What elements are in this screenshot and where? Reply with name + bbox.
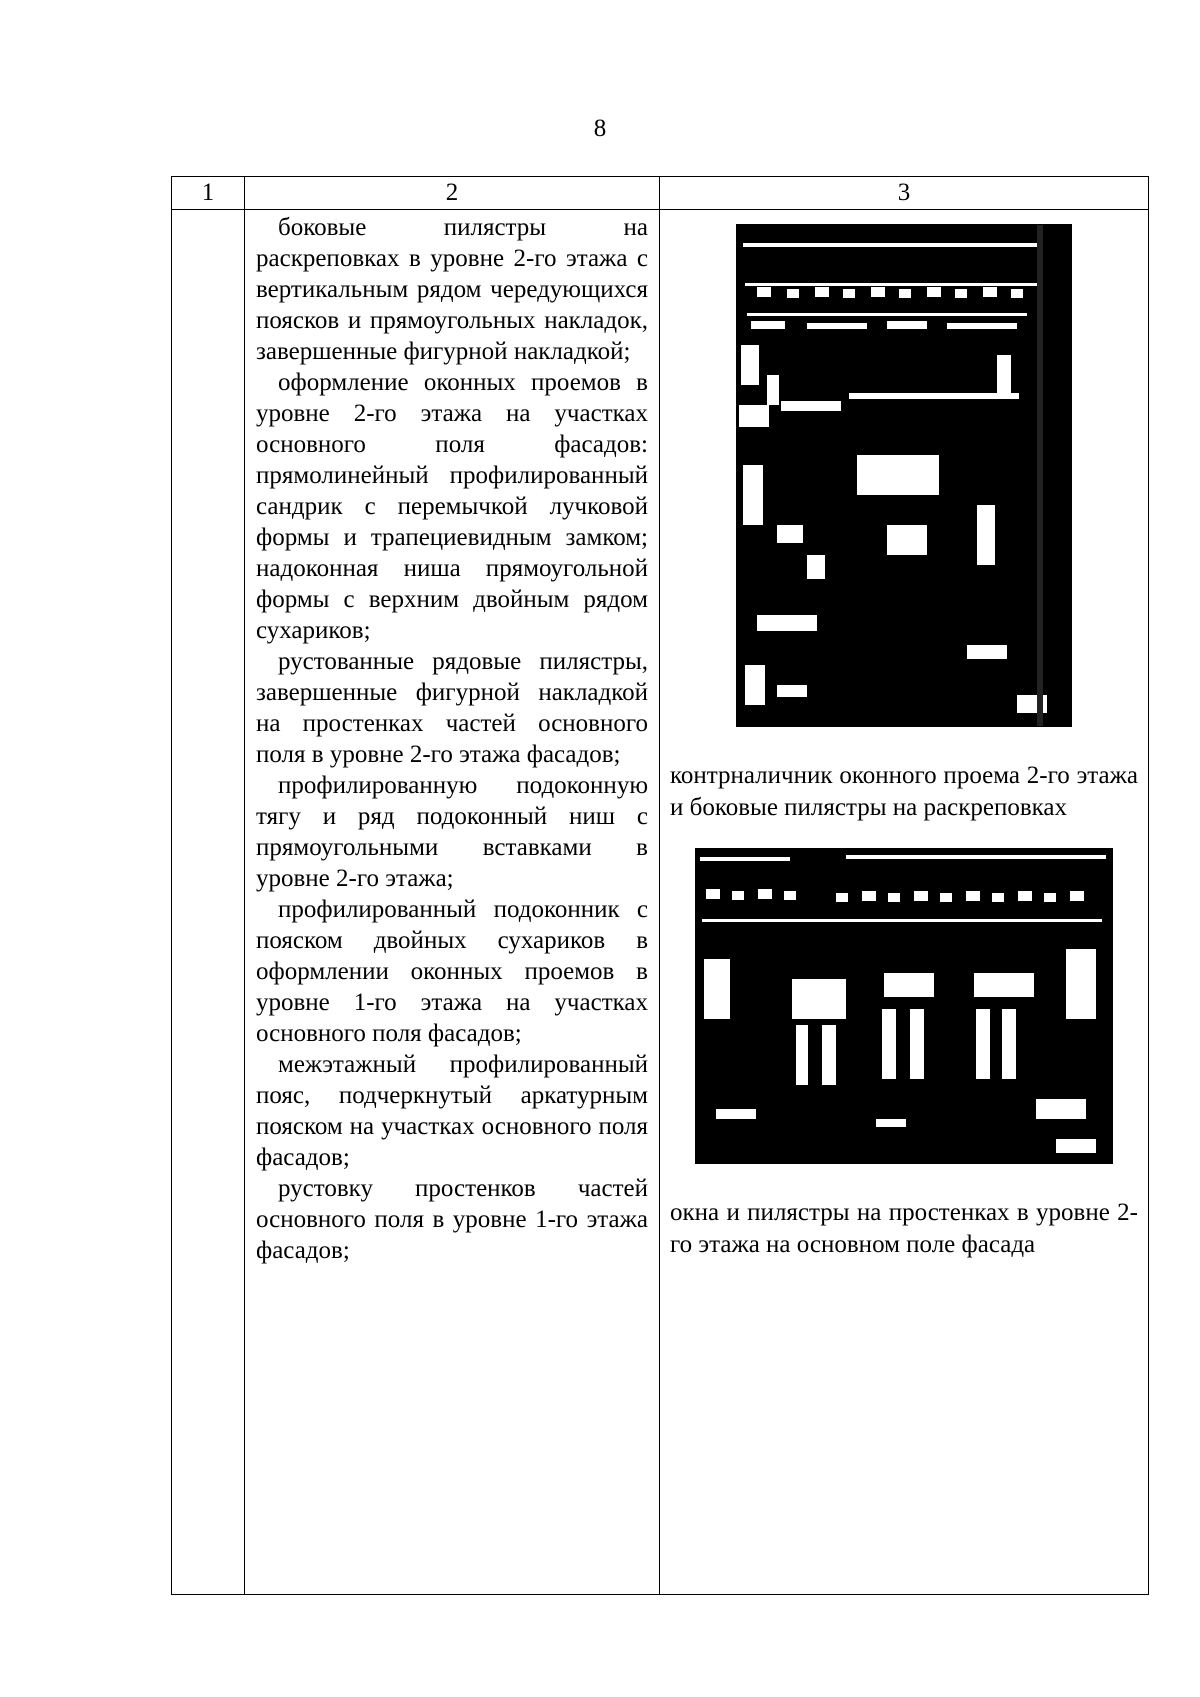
table-header-row [172,177,1149,210]
description-paragraph: оформление оконных проемов в уровне 2-го этажа на участках основного поля фасадов: прямолинейный профилированный сандрик с перемычкой лучковой формы и трапециевидным замком; надоконная ниша прямоугольной формы с верхним двойным рядом сухариков; [256,369,648,644]
number-cell [172,210,245,1595]
description-paragraph: профилированную подоконную тягу и ряд подоконный ниш с прямоугольными вставками в уровне 2-го этажа; [256,772,648,892]
photo-cell [660,210,1149,1595]
photo-1-wrap [670,224,1138,732]
description-paragraph: межэтажный профилированный пояс, подчеркнутый аркатурным пояском на участках основного поля фасадов; [256,1051,648,1171]
photo-2-caption: окна и пилястры на простенках в уровне 2-го этажа на основном поле фасада [670,1199,1138,1258]
description-paragraph: рустовку простенков частей основного поля в уровне 1-го этажа фасадов; [256,1175,648,1264]
description-paragraph: профилированный подоконник с пояском двойных сухариков в оформлении оконных проемов в уровне 1-го этажа на участках основного поля фасадов; [256,896,648,1047]
facade-photo-pilasters-image [737,225,1071,726]
facade-photo-windows-image [696,849,1112,1163]
description-cell [245,210,660,1595]
facade-photo-windows [695,848,1113,1164]
facade-photo-pilasters [736,224,1072,727]
description-paragraph: боковые пилястры на раскреповках в уровне 2-го этажа с вертикальным рядом чередующихся поясков и прямоугольных накладок, завершенные фигурной накладкой; [256,214,648,365]
header-cell-2: 2 [245,177,660,210]
photo-1-caption: контрналичник оконного проема 2-го этажа и боковые пилястры на раскреповках [670,762,1138,821]
header-cell-1: 1 [172,177,245,210]
document-table [171,176,1149,1595]
table-row [172,210,1149,1595]
page-number: 8 [593,115,607,142]
photo-2-wrap [670,848,1138,1169]
header-cell-3: 3 [660,177,1149,210]
description-paragraph: рустованные рядовые пилястры, завершенные фигурной накладкой на простенках частей основного поля в уровне 2-го этажа фасадов; [256,648,648,768]
